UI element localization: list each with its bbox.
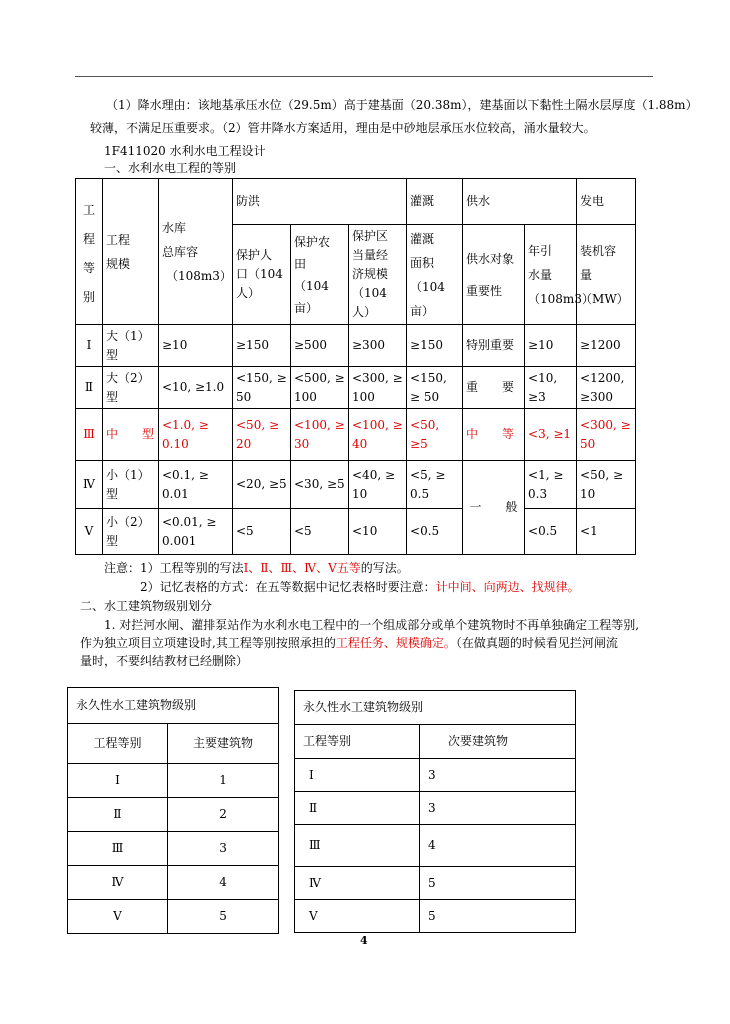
table-row: Ⅰ 1: [68, 764, 279, 798]
th-capacity: 装机容 量 （MW）: [577, 225, 636, 325]
table-row: Ⅴ 5: [68, 900, 279, 934]
th-supply: 供水: [463, 179, 577, 225]
para2-line2: 作为独立项目立项建设时,其工程等别按照承担的工程任务、规模确定。（在做真题的时候看见拦河闸流: [80, 636, 618, 650]
table-row: Ⅴ 5: [295, 900, 576, 933]
th-protect-econ: 保护区 当量经 济规模 （104 人）: [349, 225, 407, 325]
table3-title: 永久性水工建筑物级别: [295, 691, 576, 725]
table-row: Ⅳ 小（1）型 <0.1, ≥ 0.01 <20, ≥5 <30, ≥5 <40, ≥ 10 <5, ≥ 0.5 一 般 <1, ≥ 0.3 <50, ≥ 10: [76, 461, 636, 509]
th-irr-area: 灌溉 面积 （104 亩）: [407, 225, 463, 325]
secondary-building-table: [294, 690, 576, 933]
th-flood: 防洪: [233, 179, 407, 225]
table-row: Ⅱ 大（2）型 <10, ≥1.0 <150, ≥ 50 <500, ≥ 100 <300, ≥ 100 <150, ≥ 50 重 要 <10, ≥3 <1200, ≥300: [76, 367, 636, 409]
note-1: 注意：1）工程等别的写法Ⅰ、Ⅱ、Ⅲ、Ⅳ、Ⅴ五等的写法。: [104, 561, 409, 575]
para1-line1: （1）降水理由：该地基承压水位（29.5m）高于建基面（20.38m），建基面以下黏性土隔水层厚度（1.88m）: [106, 98, 698, 112]
para2-line1: 1. 对拦河水闸、灌排泵站作为水利水电工程中的一个组成部分或单个建筑物时不再单独确定工程等别,: [104, 618, 640, 632]
table-row: Ⅴ 小（2）型 <0.01, ≥ 0.001 <5 <5 <10 <0.5 <0.5 <1: [76, 509, 636, 555]
table2-title: 永久性水工建筑物级别: [68, 688, 279, 724]
table-row: Ⅰ 大（1）型 ≥10 ≥150 ≥500 ≥300 ≥150 特别重要 ≥10 ≥1200: [76, 325, 636, 367]
main-building-table: [67, 687, 279, 934]
table2-col2: 主要建筑物: [168, 724, 279, 764]
table-row: Ⅳ 4: [68, 866, 279, 900]
note-2: 2）记忆表格的方式：在五等数据中记忆表格时要注意：计中间、向两边、找规律。: [140, 580, 580, 594]
th-protect-farm: 保护农 田 （104 亩）: [291, 225, 349, 325]
table-row: Ⅳ 5: [295, 867, 576, 900]
th-protect-pop: 保护人 口（104 人）: [233, 225, 291, 325]
table2-col1: 工程等别: [68, 724, 168, 764]
table-row: Ⅲ 4: [295, 825, 576, 867]
project-grade-table: [75, 178, 636, 555]
th-reservoir: 水库 总库容 （108m3）: [159, 179, 233, 325]
table-row: Ⅱ 3: [295, 792, 576, 825]
section-code: 1F411020 水利水电工程设计: [104, 144, 266, 158]
heading-1: 一、水利水电工程的等别: [104, 161, 237, 175]
para1-line2: 较薄，不满足压重要求。（2）管井降水方案适用，理由是中砂地层承压水位较高，涌水量较大。: [90, 121, 596, 135]
table3-col1: 工程等别: [295, 725, 420, 759]
table3-col2: 次要建筑物: [420, 725, 576, 759]
table-row: Ⅲ 3: [68, 832, 279, 866]
th-power: 发电: [577, 179, 636, 225]
table-row: Ⅱ 2: [68, 798, 279, 832]
table-row: Ⅲ 中 型 <1.0, ≥ 0.10 <50, ≥ 20 <100, ≥ 30 <100, ≥ 40 <50, ≥5 中 等 <3, ≥1 <300, ≥ 50: [76, 409, 636, 461]
th-annual: 年引 水量 （108m3）: [525, 225, 577, 325]
heading-2: 二、水工建筑物级别划分: [80, 599, 213, 613]
th-supply-obj: 供水对象 重要性: [463, 225, 525, 325]
th-grade: 工 程 等 别: [76, 179, 103, 325]
page-number: 4: [360, 934, 368, 947]
th-scale: 工程 规模: [103, 179, 159, 325]
para2-line3: 量时，不要纠结教材已经删除）: [80, 654, 249, 668]
table-row: Ⅰ 3: [295, 759, 576, 792]
supply-obj-general: 一 般: [463, 461, 525, 555]
header-rule: [75, 76, 653, 77]
th-irrigation: 灌溉: [407, 179, 463, 225]
